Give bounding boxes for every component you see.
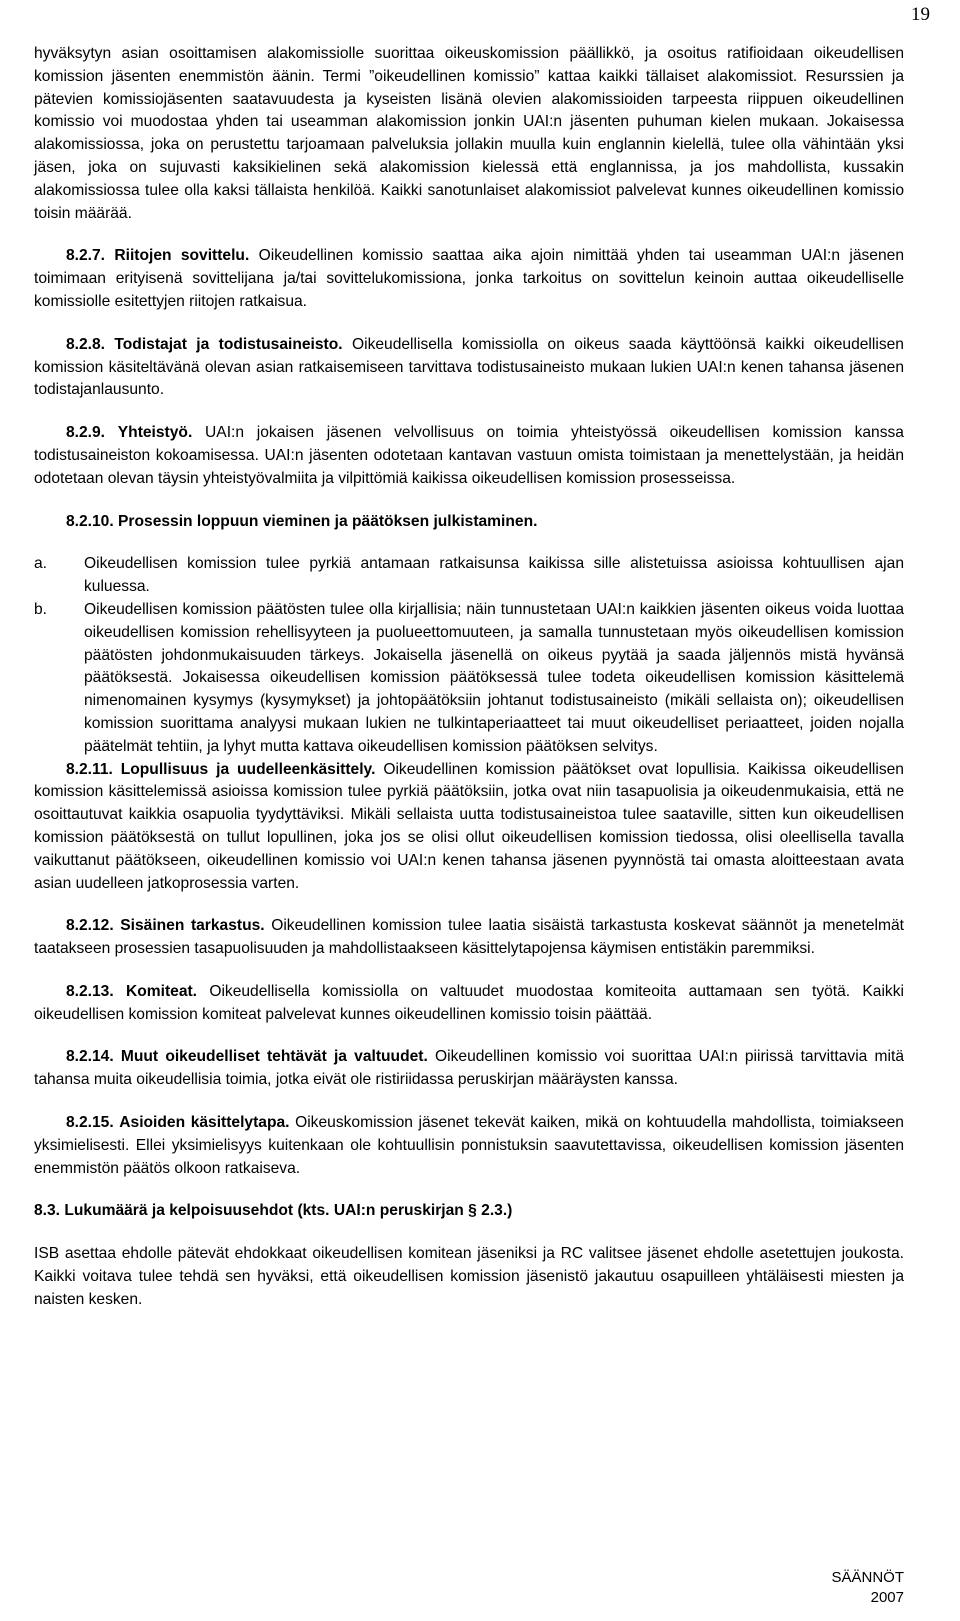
list-marker: a.	[34, 555, 48, 573]
section-title: Yhteistyö.	[117, 424, 193, 442]
section-8-2-8	[34, 334, 904, 402]
list-item	[34, 553, 904, 599]
section-title: Todistajat ja todistusaineisto.	[114, 335, 343, 353]
page-footer	[831, 1568, 904, 1608]
section-title: Asioiden käsittelytapa.	[119, 1114, 290, 1132]
list-item-text: Oikeudellisen komission tulee pyrkiä antamaan ratkaisunsa kaikissa sille alistetuissa asioissa kohtuullisen ajan kuluessa.	[84, 555, 904, 596]
section-number: 8.2.10.	[66, 512, 114, 530]
section-text: Oikeudellinen komissio voi suorittaa UAI:n piirissä tarvittavia mitä tahansa muita oikeudellisia toimia, jotka eivät ole ristiriidassa peruskirjan määräysten kanssa.	[34, 1048, 904, 1089]
section-number: 8.2.11.	[66, 760, 113, 778]
section-heading-8-3: 8.3. Lukumäärä ja kelpoisuusehdot (kts. UAI:n peruskirjan § 2.3.)	[34, 1202, 513, 1220]
section-8-2-9	[34, 422, 904, 490]
section-number: 8.2.14.	[66, 1048, 114, 1066]
section-text: Oikeudellinen komissio saattaa aika ajoin nimittää yhden tai useamman UAI:n jäsenen toimimaan erityisenä sovittelijana ja/tai sovittelukomissiona, jonka tarkoitus on sovittelun keinoin auttaa oikeudelliselle komissiolle esitettyjen riitojen ratkaisua.	[34, 247, 904, 310]
section-text: Oikeudellinen komission tulee laatia sisäistä tarkastusta koskevat säännöt ja menetelmät taatakseen prosessien tasapuolisuuden ja mahdollistaakseen käsittelytapojensa käymisen entistäkin paremmiksi.	[34, 917, 904, 958]
section-8-2-7	[34, 245, 904, 313]
closing-paragraph: ISB asettaa ehdolle pätevät ehdokkaat oikeudellisen komitean jäseniksi ja RC valitsee jäsenet ehdolle asetettujen joukosta. Kaikki voitava tulee tehdä sen hyväksi, että oikeudellisen komission jäsenistö jakautuu osapuilleen yhtäläisesti miesten ja naisten kesken.	[34, 1245, 904, 1308]
section-8-2-11	[34, 759, 904, 896]
section-number: 8.2.12.	[66, 917, 114, 935]
section-number: 8.2.9.	[66, 424, 106, 442]
section-8-2-13	[34, 981, 904, 1027]
section-text: Oikeudellisella komissiolla on oikeus saada käyttöönsä kaikki oikeudellisen komission käsiteltävänä olevan asian ratkaisemiseen tarvittava todistusaineisto mukaan lukien UAI:n kenen tahansa jäsenen todistajanlausunto.	[34, 335, 904, 399]
section-number: 8.2.15.	[66, 1114, 114, 1132]
section-text: Oikeudellisella komissiolla on valtuudet muodostaa komiteoita auttamaan sen työtä. Kaikki oikeudellisen komission komiteat palvelevat kunnes oikeudellinen komissio toisin päättää.	[34, 982, 904, 1023]
section-text: UAI:n jokaisen jäsenen velvollisuus on toimia yhteistyössä oikeudellisen komission kanssa todistusaineiston kokoamisessa. UAI:n jäsenten odotetaan kantavan vastuun omista toimistaan ja menettelystään, ja heidän odotetaan olevan täysin yhteistyövalmiita ja vilpittömiä kaikissa oikeudellisen komission prosesseissa.	[34, 424, 904, 487]
list-item-text: Oikeudellisen komission päätösten tulee olla kirjallisia; näin tunnustetaan UAI:n kaikkien jäsenten oikeus voida luottaa oikeudellisen komission rehellisyyteen ja puolueettomuuteen, ja samalla tunnustetaan myös oikeudellisen komission päätösten johdonmukaisuuden tärkeys. Jokaisella jäsenellä on oikeus pyytää ja saada jäljennös mistä hyvänsä päätöksestä. Jokaisessa oikeudellisen komission päätöksessä tulee todeta oikeudellisen komission käsittelemä nimenomainen kysymys (kysymykset) ja johtopäätöksiin johtanut todistusaineisto (mikäli sellaista on); oikeudellisen komission suorittama analyysi mukaan lukien ne tulkintaperiaatteet tai muut oikeudelliset periaatteet, joiden nojalla päätelmät tehtiin, ja lyhyt mutta kattava oikeudellisen komission päätöksen selvitys.	[84, 600, 904, 755]
section-title: Riitojen sovittelu.	[114, 247, 250, 265]
list-item	[34, 599, 904, 759]
section-8-2-10	[34, 511, 904, 534]
page-number: 19	[911, 4, 930, 25]
section-8-2-12	[34, 915, 904, 961]
section-8-2-15	[34, 1112, 904, 1180]
section-number: 8.2.7.	[66, 247, 106, 265]
intro-paragraph: hyväksytyn asian osoittamisen alakomissiolle suorittaa oikeuskomission päällikkö, ja osoitus ratifioidaan oikeudellisen komission jäsenten enemmistön äänin. Termi ”oikeudellinen komissio” kattaa kaikki tällaiset alakomissiot. Resurssien ja pätevien komissiojäsenten saatavuudesta ja kyseisten lisänä olevien alakomissioiden tarpeesta riippuen oikeudellinen komissio voi muodostaa yhden tai useamman alakomission jonkin UAI:n jäsenten puhuman kielen mukaan. Jokaisessa alakomissiossa, joka on perustettu tarjoamaan palveluksia jollakin muulla kuin englannin kielellä, tulee olla vähintään yksi jäsen, joka on sujuvasti kaksikielinen sekä alakomission kielessä että englannissa, ja jos mahdollista, kussakin alakomissiossa tulee olla kaksi tällaista henkilöä. Kaikki sanotunlaiset alakomissiot palvelevat kunnes oikeudellinen komissio toisin määrää.	[34, 45, 904, 222]
footer-title: SÄÄNNÖT	[831, 1569, 904, 1586]
section-text: Oikeuskomission jäsenet tekevät kaiken, mikä on kohtuudella mahdollista, toimiakseen yksimielisesti. Ellei yksimielisyys kuitenkaan ole kohtuullisin ponnistuksin saavutettavissa, oikeudellisen komission jäsenten enemmistön päätös olkoon ratkaiseva.	[34, 1114, 904, 1177]
section-text: Oikeudellinen komission päätökset ovat lopullisia. Kaikissa oikeudellisen komission käsittelemissä asioissa komission tulee pyrkiä päätöksiin, jotka ovat niin tasapuolisia ja oikeudenmukaisia, että ne osoittautuvat kaikkia osapuolia tyydyttäviksi. Mikäli sellaista uutta todistusaineistoa tulee saataville, sitten kun oikeudellisen komission päätöksestä on tullut lopullinen, joka jos se olisi ollut oikeudellisen komission tiedossa, olisi oleellisella tavalla vaikuttanut päätökseen, oikeudellinen komissio voi UAI:n kenen tahansa jäsenen pyynnöstä tai omasta aloitteestaan avata asian uudelleen jatkoprosessia varten.	[34, 760, 904, 892]
section-title: Komiteat.	[125, 982, 198, 1000]
footer-year: 2007	[870, 1589, 904, 1606]
section-title: Sisäinen tarkastus.	[120, 917, 265, 935]
document-body	[34, 43, 904, 1312]
section-title: Muut oikeudelliset tehtävät ja valtuudet.	[120, 1048, 428, 1066]
section-number: 8.2.8.	[66, 335, 106, 353]
section-number: 8.2.13.	[66, 982, 114, 1000]
section-title: Lopullisuus ja uudelleenkäsittely.	[120, 760, 376, 778]
section-8-2-14	[34, 1046, 904, 1092]
list-marker: b.	[34, 600, 48, 618]
decision-list	[34, 553, 904, 758]
section-title: Prosessin loppuun vieminen ja päätöksen julkistaminen.	[118, 512, 538, 530]
